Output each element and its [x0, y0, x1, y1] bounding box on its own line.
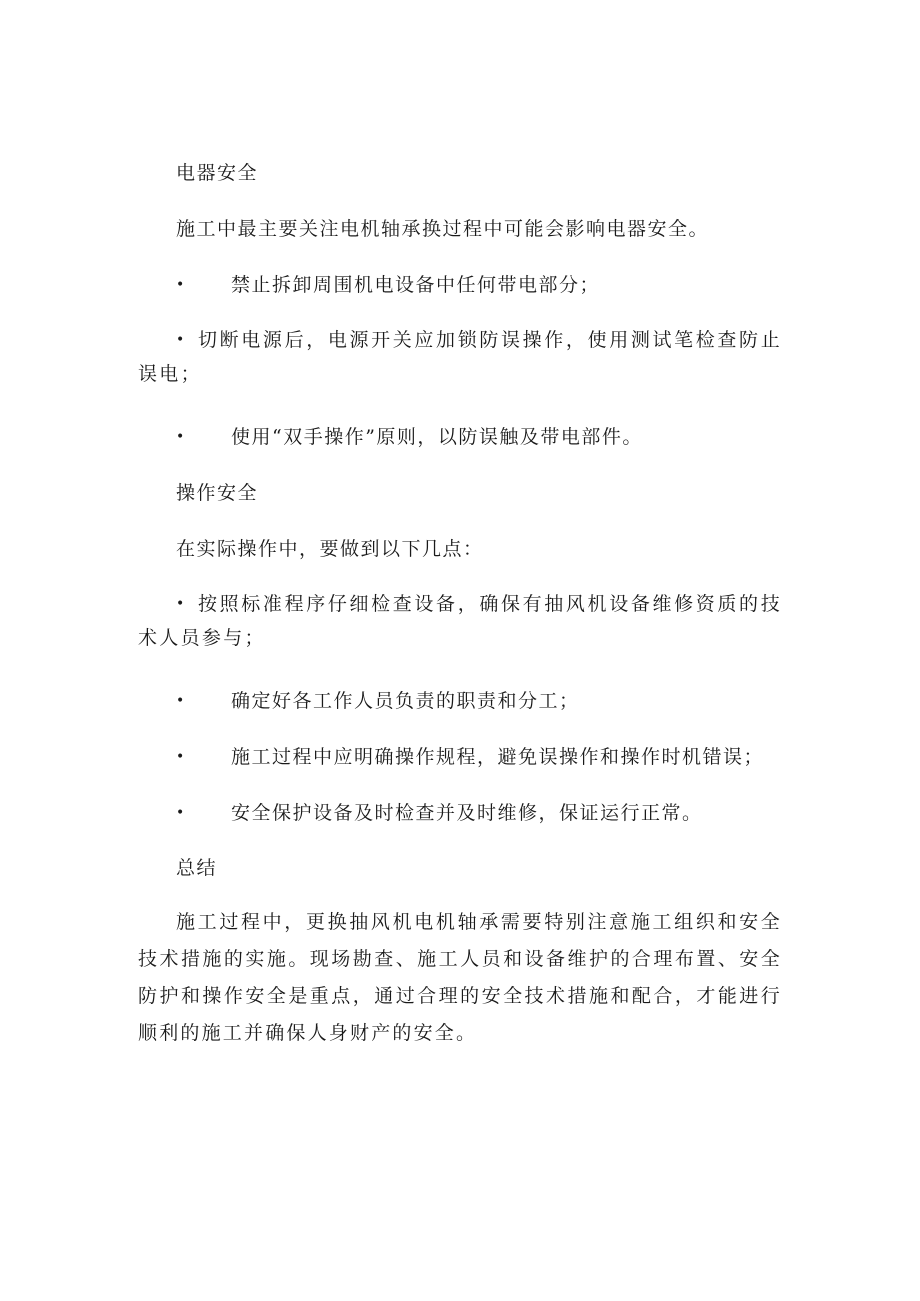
bullet-item: 安全保护设备及时检查并及时维修，保证运行正常。	[231, 802, 703, 824]
bullet-item: 施工过程中应明确操作规程，避免误操作和操作时机错误；	[231, 746, 765, 768]
summary-paragraph: 施工过程中，更换抽风机电机轴承需要特别注意施工组织和安全技术措施的实施。现场勘查、施工人员和设备维护的合理布置、安全防护和操作安全是重点，通过合理的安全技术措施和配合，才能进行顺利的施工并确保人身财产的安全。	[138, 911, 782, 1044]
bullet-marker: •	[176, 805, 185, 821]
bullet-marker: •	[176, 693, 185, 709]
section-heading-operation-safety: 操作安全	[176, 482, 259, 504]
section-heading-summary: 总结	[176, 857, 218, 879]
bullet-item: 按照标准程序仔细检查设备，确保有抽风机设备维修资质的技术人员参与；	[138, 593, 782, 649]
section-intro-electrical: 施工中最主要关注电机轴承换过程中可能会影响电器安全。	[176, 218, 710, 240]
section-intro-operation: 在实际操作中，要做到以下几点：	[176, 538, 484, 560]
bullet-item: 使用“双手操作”原则，以防误触及带电部件。	[231, 426, 643, 448]
bullet-marker: •	[176, 429, 185, 445]
bullet-item: 禁止拆卸周围机电设备中任何带电部分；	[231, 274, 601, 296]
bullet-item: 切断电源后，电源开关应加锁防误操作，使用测试笔检查防止误电；	[138, 329, 782, 385]
bullet-marker: •	[176, 332, 185, 348]
bullet-marker: •	[176, 596, 185, 612]
bullet-marker: •	[176, 749, 185, 765]
section-heading-electrical-safety: 电器安全	[176, 162, 259, 184]
bullet-marker: •	[176, 277, 185, 293]
bullet-item: 确定好各工作人员负责的职责和分工；	[231, 690, 580, 712]
